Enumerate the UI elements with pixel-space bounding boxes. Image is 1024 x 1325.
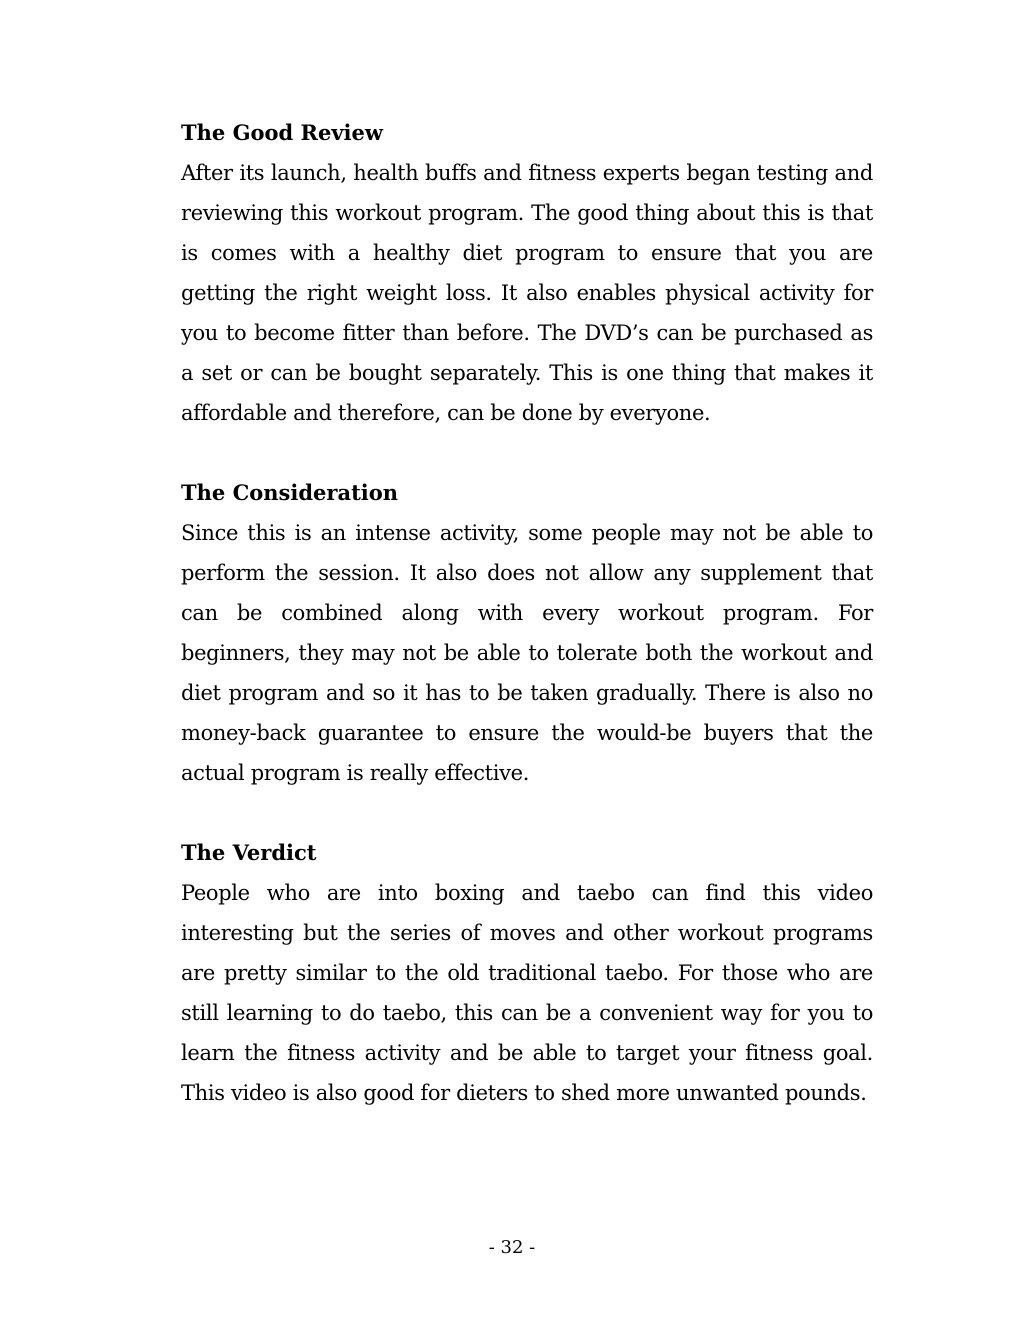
section-good-review bbox=[181, 113, 873, 433]
page-number: - 32 - bbox=[488, 1237, 536, 1258]
section-consideration bbox=[181, 473, 873, 793]
section-heading: The Consideration bbox=[181, 480, 399, 505]
section-paragraph: People who are into boxing and taebo can find this video interesting but the series of moves and other workout programs are pretty similar to the old traditional taebo. For those who are still learning to do taebo, this can be a convenient way for you to learn the fitness activity and be able to target your fitness goal. This video is also good for dieters to shed more unwanted pounds. bbox=[181, 881, 873, 1105]
section-verdict bbox=[181, 833, 873, 1113]
section-heading: The Verdict bbox=[181, 840, 317, 865]
section-paragraph: After its launch, health buffs and fitness experts began testing and reviewing this workout program. The good thing about this is that is comes with a healthy diet program to ensure that you are getting the right weight loss. It also enables physical activity for you to become fitter than before. The DVD’s can be purchased as a set or can be bought separately. This is one thing that makes it affordable and therefore, can be done by everyone. bbox=[181, 161, 873, 425]
document-page bbox=[181, 113, 873, 1153]
section-heading: The Good Review bbox=[181, 120, 383, 145]
section-paragraph: Since this is an intense activity, some people may not be able to perform the session. It also does not allow any supplement that can be combined along with every workout program. For beginners, they may not be able to tolerate both the workout and diet program and so it has to be taken gradually. There is also no money-back guarantee to ensure the would-be buyers that the actual program is really effective. bbox=[181, 521, 873, 785]
